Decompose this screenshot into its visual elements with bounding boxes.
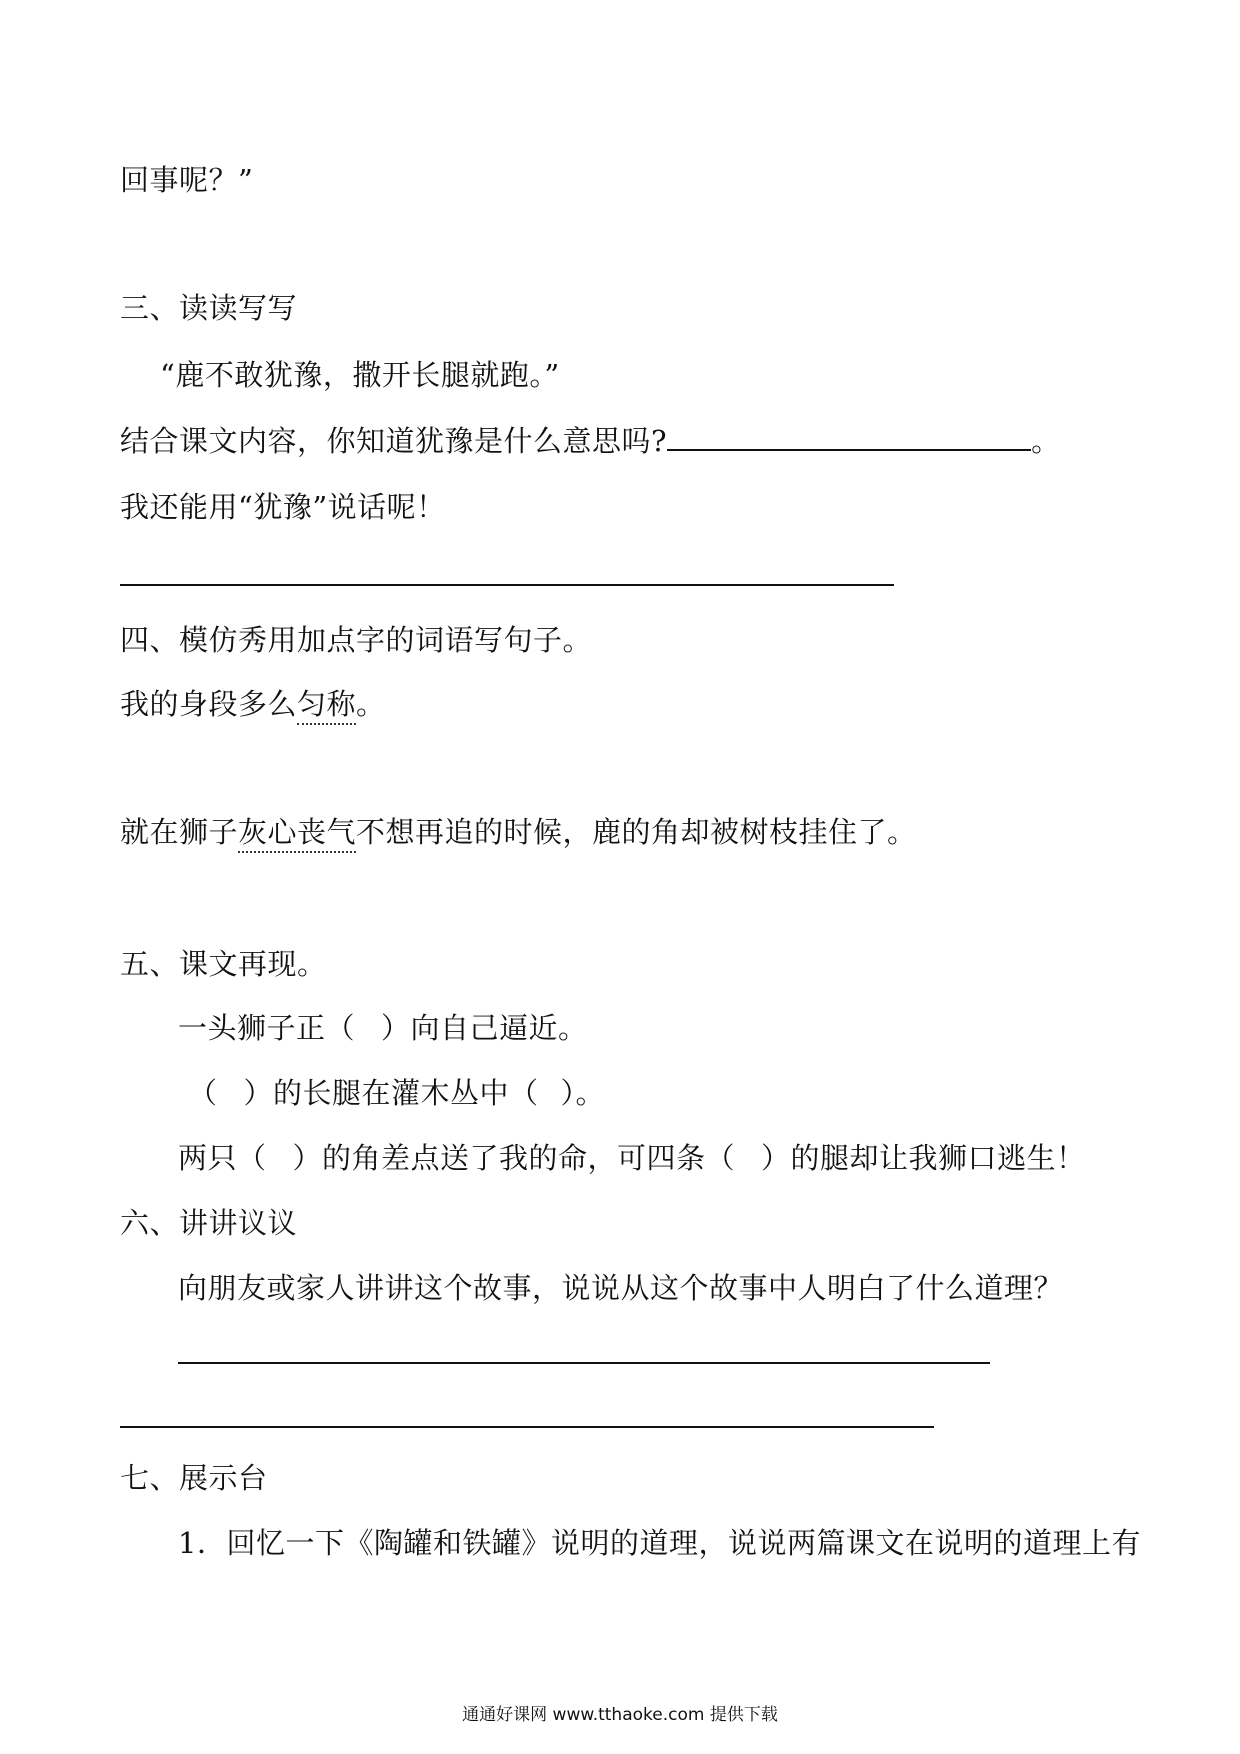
section-4-example-1 (120, 686, 386, 722)
section-6-title: 六、讲讲议议 (120, 1206, 298, 1240)
section-5-title: 五、课文再现。 (120, 947, 327, 981)
example-2-text: 就在狮子 (120, 815, 239, 849)
section-6-question: 向朋友或家人讲讲这个故事，说说从这个故事中人明白了什么道理？ (178, 1271, 1064, 1305)
s5-l3-c: ）的腿却让我狮口逃生！ (761, 1141, 1086, 1175)
section-3-quote: “鹿不敢犹豫，撒开长腿就跑。” (160, 358, 560, 392)
section-3-question (120, 423, 1061, 459)
dotted-word-2: 灰心丧气 (238, 815, 356, 853)
s5-l2-b: ）的长腿在灌木丛中（ (243, 1076, 539, 1110)
dotted-word-1: 匀称 (297, 687, 356, 725)
section-5-line-1 (178, 1010, 588, 1046)
example-2-end: 不想再追的时候，鹿的角却被树枝挂住了。 (356, 815, 917, 849)
s5-l1-b: ）向自己逼近。 (381, 1011, 588, 1045)
answer-line[interactable] (120, 1426, 934, 1428)
page-footer: 通通好课网 www.tthaoke.com 提供下载 (462, 1705, 778, 1725)
section-4-title: 四、模仿秀用加点字的词语写句子。 (120, 623, 593, 657)
section-5-line-2 (188, 1075, 605, 1111)
answer-blank[interactable] (667, 425, 1031, 451)
example-1-end: 。 (356, 687, 386, 721)
section-3-use-word: 我还能用“犹豫”说话呢！ (120, 490, 446, 524)
section-7-title: 七、展示台 (120, 1461, 268, 1495)
s5-l3-b: ）的角差点送了我的命，可四条（ (292, 1141, 736, 1175)
s5-l3-a: 两只（ (178, 1141, 267, 1175)
section-3-question-text: 结合课文内容，你知道犹豫是什么意思吗? (120, 424, 668, 458)
answer-line[interactable] (178, 1362, 990, 1364)
example-1-text: 我的身段多么 (120, 687, 298, 721)
s5-l2-a: （ (188, 1076, 218, 1110)
s5-l2-c: ）。 (560, 1076, 606, 1110)
section-7-question-1: 1．回忆一下《陶罐和铁罐》说明的道理，说说两篇课文在说明的道理上有 (178, 1526, 1141, 1560)
continued-text: 回事呢？” (120, 163, 254, 197)
section-4-example-2 (120, 814, 917, 850)
section-5-line-3 (178, 1140, 1086, 1176)
answer-line[interactable] (120, 584, 894, 586)
s5-l1-a: 一头狮子正（ (178, 1011, 356, 1045)
section-3-title: 三、读读写写 (120, 291, 298, 325)
section-3-question-end: 。 (1031, 424, 1061, 458)
